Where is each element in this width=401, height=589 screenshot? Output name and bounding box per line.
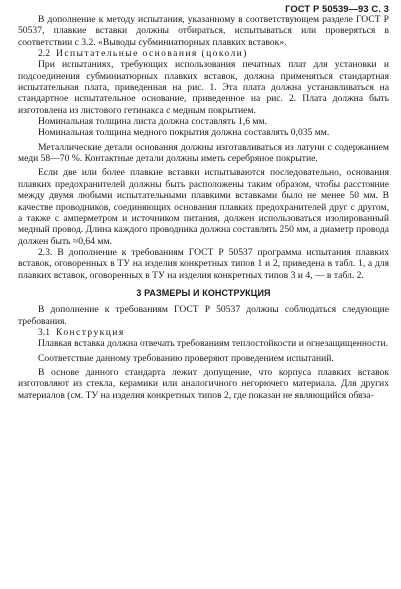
subsection-heading-3-1 xyxy=(18,327,389,338)
page-content xyxy=(18,14,389,401)
subsection-title: Испытательные основания (цоколи) xyxy=(56,48,248,60)
paragraph: Номинальная толщина листа должна составлять 1,6 мм. xyxy=(38,116,267,128)
paragraph: Плавкая вставка должна отвечать требованиям теплостойкости и огнезащищенности. xyxy=(38,338,388,350)
subsection-number: 3.1 xyxy=(38,326,50,338)
subsection-number: 2.2 xyxy=(38,48,50,60)
paragraph: В основе данного стандарта лежит допущение, что корпуса плавких вставок изготовляют из стекла, керамики или аналогичного негорючего материала. Для других материалов (см. ТУ на изделия конкретных типов 2, где показан не являющийся обяза- xyxy=(18,366,389,401)
paragraph: Если две или более плавкие вставки испытываются последовательно, основания плавких предохранителей должны быть расположены таким образом, чтобы расстояние между двумя любыми испытательными плавкими вставками было не менее 50 мм. В качестве проводников, соединяющих основания плавких предохранителей друг с другом, а также с амперметром и источником питания, должен использоваться изолированный медный провод. Длина каждого проводника должна составлять 250 мм, а диаметр провода должен быть ≈0,64 мм. xyxy=(18,167,389,247)
paragraph: 2.3. В дополнение к требованиям ГОСТ Р 50537 программа испытания плавких вставок, оговоренных в ТУ на изделия конкретных типов 1 и 2, приведена в табл. 1, а для плавких вставок, оговоренных в ТУ на изделия конкретных типов 3 и 4, — в табл. 2. xyxy=(18,246,389,281)
paragraph: При испытаниях, требующих использования печатных плат для установки и подсоединения субминиатюрных плавких вставок, должна применяться стандартная испытательная плата, приведенная на рис. 1. Эта плата должна устанавливаться на стандартное испытательное основание, приведенное на рис. 2. Плата должна быть изготовлена из листового гетинакса с медным покрытием. xyxy=(18,59,389,116)
subsection-heading-2-2 xyxy=(18,48,389,59)
paragraph: Соответствие данному требованию проверяют проведением испытаний. xyxy=(38,352,334,364)
section-heading-3: 3 РАЗМЕРЫ И КОНСТРУКЦИЯ xyxy=(136,287,271,298)
paragraph: Номинальная толщина медного покрытия должна составлять 0,035 мм. xyxy=(38,127,330,139)
paragraph: В дополнение к методу испытания, указанному в соответствующем разделе ГОСТ Р 50537, плавкие вставки должны отбираться, испытываться или проверяться в соответствии с 3.2. «Выводы субминиатюрных плавких вставок». xyxy=(18,14,389,48)
paragraph: В дополнение к требованиям ГОСТ Р 50537 должны соблюдаться следующие требования. xyxy=(18,304,389,327)
page-header: ГОСТ Р 50539—93 С. 3 xyxy=(285,3,389,14)
paragraph: Металлические детали основания должны изготавливаться из латуни с содержанием меди 58—70 %. Контактные детали должны иметь серебряное покрытие. xyxy=(18,141,389,165)
subsection-title: Конструкция xyxy=(56,326,125,338)
